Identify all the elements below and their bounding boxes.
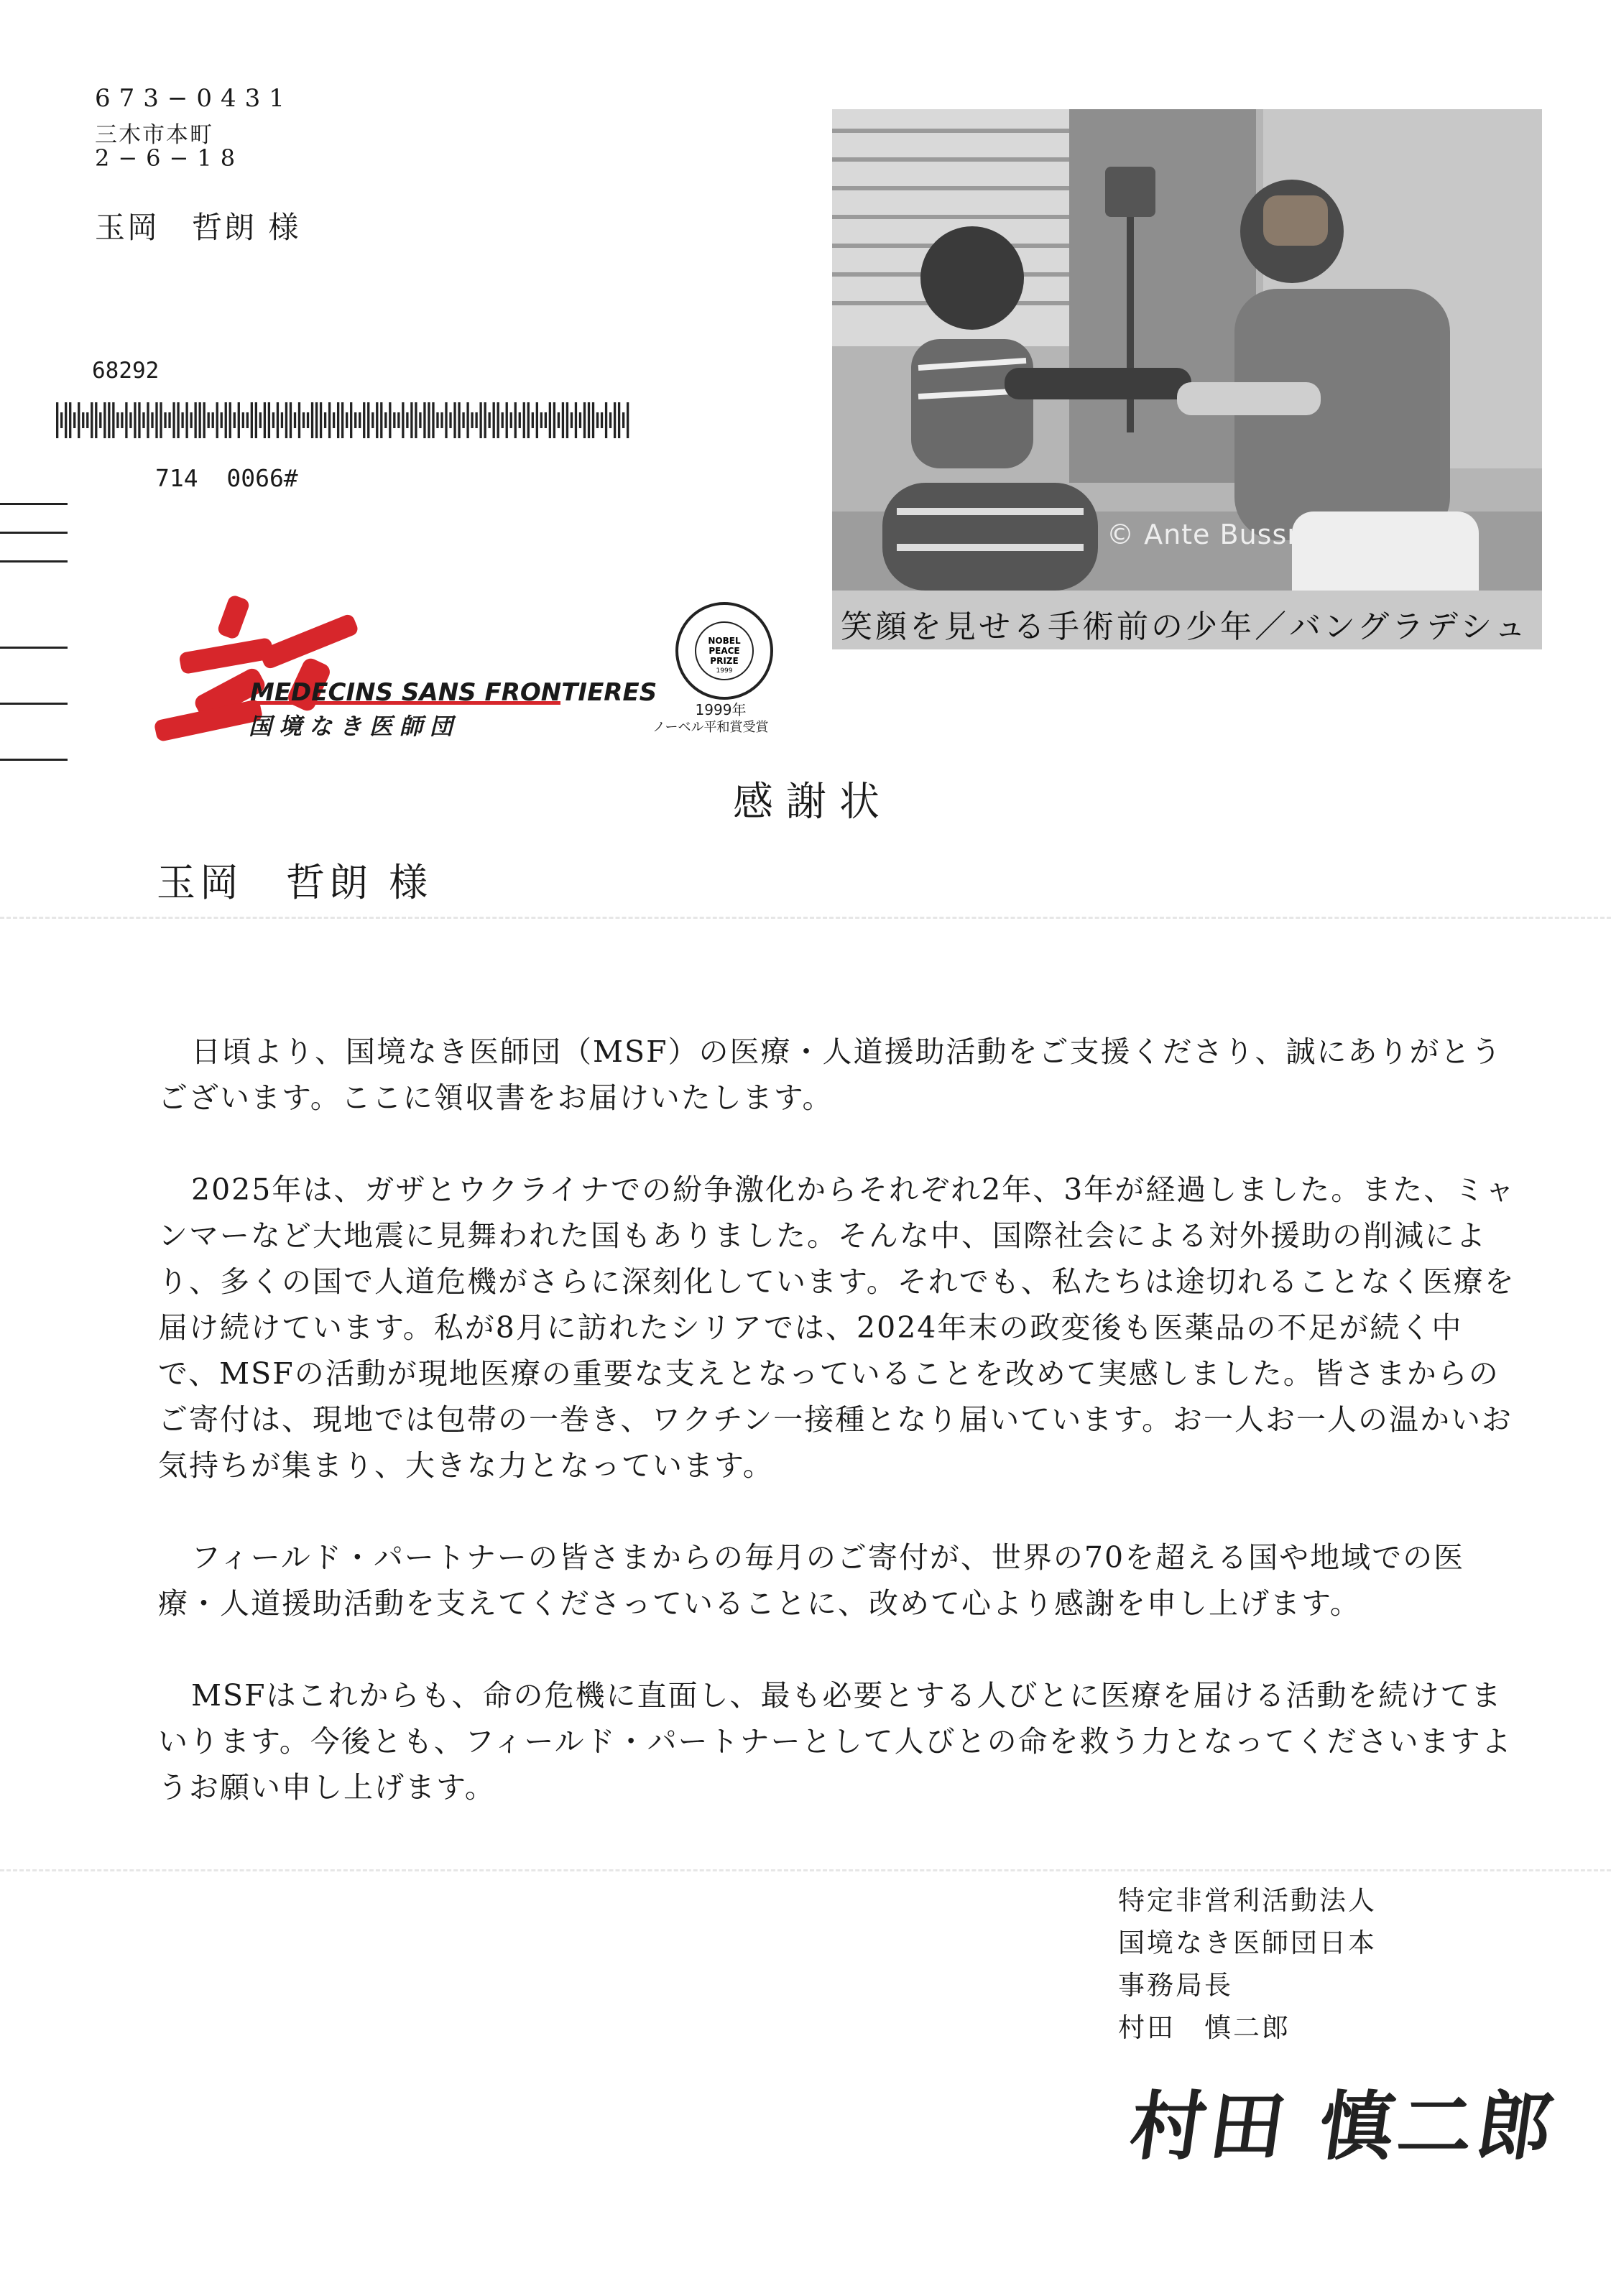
signatory-block	[1118, 1879, 1377, 2049]
barcode-bar	[341, 402, 343, 438]
photo-caption: 笑顔を見せる手術前の少年／バングラデシュ	[841, 608, 1529, 645]
barcode-bar	[359, 412, 361, 428]
svg-text:PEACE: PEACE	[708, 646, 740, 656]
letter-paragraph: フィールド・パートナーの皆さまからの毎月のご寄付が、世界の70を超える国や地域での医療・人道援助活動を支えてくださっていることに、改めて心より感謝を申し上げます。	[158, 1540, 1465, 1621]
barcode-bar	[91, 402, 93, 438]
barcode-bar	[423, 402, 425, 438]
barcode-bar	[303, 412, 305, 428]
barcode-bar	[583, 402, 586, 438]
org-type: 特定非営利活動法人	[1118, 1885, 1377, 1916]
edge-mark	[0, 703, 68, 705]
barcode-bar	[410, 402, 412, 438]
svg-text:村田 慎二郎: 村田 慎二郎	[1125, 2082, 1563, 2170]
barcode-bar	[116, 412, 119, 428]
barcode-bar	[549, 402, 551, 438]
barcode-bar	[281, 412, 283, 428]
barcode-bar	[272, 412, 274, 428]
barcode-bar	[514, 402, 517, 438]
barcode-bar	[290, 402, 292, 438]
barcode-bar	[129, 412, 131, 428]
barcode-bar	[436, 412, 438, 428]
barcode-bar	[212, 412, 214, 428]
barcode-bar	[592, 402, 594, 438]
barcode-bar	[475, 412, 477, 428]
barcode-bar	[190, 412, 192, 428]
document-title: 感謝状	[733, 779, 892, 825]
edge-mark	[0, 532, 68, 534]
barcode-bar	[320, 402, 322, 438]
barcode-bar	[376, 402, 378, 438]
barcode-bar	[56, 402, 58, 438]
barcode-bar	[151, 412, 153, 428]
nobel-year: 1999年	[695, 701, 747, 718]
barcode-bar	[545, 412, 547, 428]
barcode-bar	[596, 412, 599, 428]
barcode-bar	[497, 402, 499, 438]
barcode-bar	[449, 412, 451, 428]
letter-recipient: 玉岡 哲朗 様	[157, 860, 433, 905]
barcode-bar	[328, 402, 331, 438]
barcode-bar	[502, 412, 504, 428]
nobel-seal-icon	[674, 601, 775, 701]
barcode-bar	[493, 402, 495, 438]
barcode-bar	[523, 402, 525, 438]
barcode-bar	[168, 412, 170, 428]
edge-mark	[0, 503, 68, 505]
barcode-bar	[155, 402, 157, 438]
barcode-bar	[419, 412, 421, 428]
barcode-bar	[277, 402, 279, 438]
barcode-bar	[138, 402, 140, 438]
msf-name-en: MEDECINS SANS FRONTIERES	[250, 678, 657, 707]
addressee-name: 玉岡 哲朗 様	[95, 210, 301, 245]
barcode-bar	[519, 412, 521, 428]
barcode-bar	[506, 402, 508, 438]
barcode-bar	[147, 402, 149, 438]
barcode-bar	[333, 412, 335, 428]
photo-child-and-doctor	[832, 109, 1542, 649]
barcode-bar	[203, 402, 206, 438]
barcode-bar	[384, 412, 387, 428]
barcode-bar	[225, 402, 227, 438]
postal-code: 673−0431	[95, 84, 293, 113]
barcode-bar	[259, 412, 262, 428]
barcode-bar	[605, 402, 607, 438]
nobel-prize-label: ノーベル平和賞受賞	[652, 720, 769, 735]
svg-text:NOBEL: NOBEL	[708, 636, 741, 646]
barcode-bar	[380, 402, 382, 438]
barcode-bar	[562, 402, 564, 438]
barcode-bar	[510, 412, 512, 428]
barcode-bar	[125, 402, 127, 438]
barcode-bar	[566, 402, 568, 438]
barcode-bar	[346, 412, 348, 428]
barcode-bar	[440, 412, 443, 428]
signatory-name: 村田 慎二郎	[1118, 2012, 1291, 2043]
barcode-bar	[489, 412, 491, 428]
address-line-2: 2−6−18	[95, 144, 244, 172]
barcode-bar	[65, 402, 67, 438]
barcode-bar	[234, 412, 236, 428]
barcode-bar	[458, 402, 460, 438]
barcode-bar	[199, 402, 201, 438]
barcode-bar	[575, 402, 577, 438]
barcode-bar	[363, 402, 365, 438]
barcode-bar	[558, 412, 560, 428]
barcode-bar	[164, 412, 166, 428]
photo-credit: © Ante Bussmann/MSF	[1107, 519, 1437, 550]
barcode-bar	[540, 412, 543, 428]
barcode-bar	[484, 402, 486, 438]
barcode-bar	[571, 412, 573, 428]
barcode-bar	[82, 412, 84, 428]
sort-code: 714 0066#	[155, 464, 298, 492]
barcode-bar	[251, 402, 253, 438]
barcode-bar	[264, 402, 266, 438]
barcode-bar	[216, 402, 218, 438]
msf-name-jp: 国境なき医師団	[249, 713, 461, 740]
handwritten-signature	[1125, 2075, 1563, 2175]
barcode-bar	[177, 402, 179, 438]
barcode-bar	[208, 412, 210, 428]
barcode-bar	[307, 412, 309, 428]
barcode-bar	[298, 402, 300, 438]
barcode-bar	[614, 402, 616, 438]
letter-paragraph: MSFはこれからも、命の危機に直面し、最も必要とする人びとに医療を届ける活動を続けてまいります。今後とも、フィールド・パートナーとして人びとの命を救う力となってくださいますようお願い申し上げます。	[158, 1678, 1513, 1805]
postal-barcode	[56, 402, 631, 438]
letter-paragraph: 2025年は、ガザとウクライナでの紛争激化からそれぞれ2年、3年が経過しました。また、ミャンマーなど大地震に見舞われた国もありました。そんな中、国際社会による対外援助の削減により、多くの国で人道危機がさらに深刻化しています。それでも、私たちは途切れることなく医療を届け続けています。私が8月に訪れたシリアでは、2024年末の政変後も医薬品の不足が続く中で、MSFの活動が現地医療の重要な支えとなっていることを改めて実感しました。皆さまからのご寄付は、現地では包帯の一巻き、ワクチン一接種となり届いています。お一人お一人の温かいお気持ちが集まり、大きな力となっています。	[158, 1172, 1516, 1483]
barcode-bar	[172, 402, 175, 438]
barcode-bar	[601, 412, 603, 428]
barcode-bar	[479, 402, 481, 438]
barcode-bar	[350, 402, 352, 438]
barcode-bar	[415, 402, 417, 438]
barcode-bar	[315, 402, 318, 438]
barcode-bar	[354, 412, 356, 428]
barcode-bar	[532, 412, 534, 428]
barcode-bar	[268, 402, 270, 438]
barcode-bar	[95, 402, 97, 438]
barcode-bar	[445, 402, 447, 438]
edge-mark	[0, 560, 68, 563]
barcode-bar	[294, 412, 296, 428]
letter-paragraph: 日頃より、国境なき医師団（MSF）の医療・人道援助活動をご支援くださり、誠にありがとうございます。ここに領収書をお届けいたします。	[158, 1034, 1502, 1115]
barcode-bar	[103, 402, 106, 438]
barcode-bar	[181, 412, 183, 428]
barcode-bar	[627, 402, 629, 438]
perforation-line	[0, 917, 1611, 919]
barcode-bar	[393, 412, 395, 428]
barcode-bar	[618, 402, 620, 438]
barcode-bar	[367, 402, 369, 438]
barcode-bar	[622, 412, 624, 428]
svg-text:1999: 1999	[716, 667, 733, 675]
barcode-bar	[471, 412, 473, 428]
barcode-bar	[246, 412, 249, 428]
barcode-bar	[337, 402, 339, 438]
barcode-bar	[160, 402, 162, 438]
barcode-bar	[185, 402, 188, 438]
barcode-bar	[86, 412, 88, 428]
barcode-bar	[324, 412, 326, 428]
barcode-bar	[588, 402, 590, 438]
barcode-bar	[60, 412, 63, 428]
barcode-bar	[242, 412, 244, 428]
barcode-bar	[453, 402, 456, 438]
barcode-bar	[112, 402, 114, 438]
barcode-bar	[69, 402, 71, 438]
barcode-bar	[579, 412, 581, 428]
position: 事務局長	[1118, 1970, 1233, 2001]
barcode-bar	[536, 402, 538, 438]
barcode-bar	[397, 412, 400, 428]
barcode-bar	[285, 402, 287, 438]
customer-code: 68292	[92, 358, 160, 384]
barcode-bar	[432, 402, 434, 438]
barcode-bar	[229, 402, 231, 438]
barcode-bar	[609, 412, 611, 428]
barcode-bar	[238, 402, 240, 438]
edge-mark	[0, 647, 68, 649]
barcode-bar	[466, 402, 468, 438]
edge-mark	[0, 759, 68, 761]
barcode-bar	[108, 402, 110, 438]
barcode-bar	[99, 412, 101, 428]
barcode-bar	[311, 402, 313, 438]
barcode-bar	[462, 412, 464, 428]
barcode-bar	[527, 402, 530, 438]
barcode-bar	[255, 402, 257, 438]
barcode-bar	[389, 402, 391, 438]
barcode-bar	[221, 412, 223, 428]
barcode-bar	[134, 402, 136, 438]
address-line-1: 三木市本町	[95, 122, 213, 148]
barcode-bar	[78, 402, 80, 438]
barcode-bar	[402, 402, 404, 438]
barcode-bar	[142, 412, 144, 428]
letter-body	[158, 1029, 1523, 1856]
barcode-bar	[73, 412, 75, 428]
svg-text:PRIZE: PRIZE	[710, 656, 739, 666]
barcode-bar	[553, 402, 555, 438]
barcode-bar	[428, 402, 430, 438]
barcode-bar	[406, 412, 408, 428]
barcode-bar	[121, 412, 123, 428]
barcode-bar	[194, 402, 196, 438]
barcode-bar	[371, 412, 374, 428]
perforation-line	[0, 1869, 1611, 1871]
org-name: 国境なき医師団日本	[1118, 1927, 1377, 1958]
